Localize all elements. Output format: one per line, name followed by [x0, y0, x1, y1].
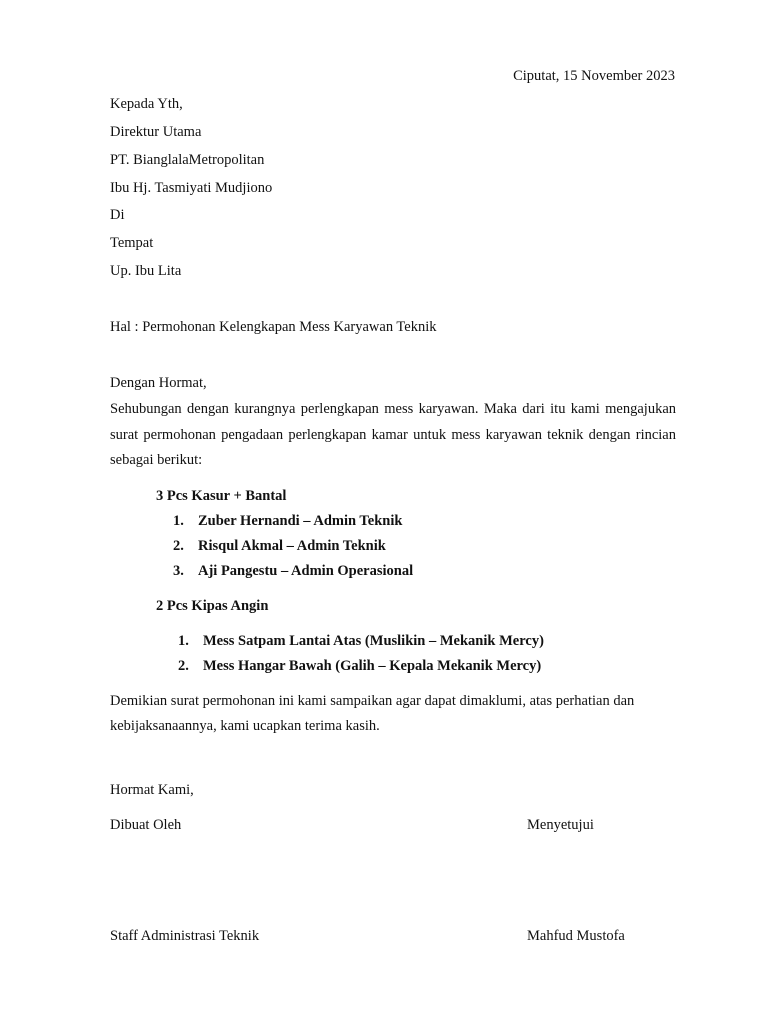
list-item — [178, 633, 544, 650]
list-item-text: Mess Satpam Lantai Atas (Muslikin – Mekanik Mercy) — [203, 633, 544, 649]
approved-name: Mahfud Mustofa — [527, 928, 625, 944]
list-item-text: Aji Pangestu – Admin Operasional — [198, 563, 414, 579]
recipient-line-5: Di — [110, 207, 125, 223]
list-item — [178, 658, 541, 675]
made-by-label: Dibuat Oleh — [110, 817, 182, 833]
list-item-text: Risqul Akmal – Admin Teknik — [198, 538, 386, 554]
list-item — [173, 513, 402, 530]
regards: Hormat Kami, — [110, 782, 194, 798]
list-item-number: 2. — [173, 538, 184, 554]
intro-paragraph: Sehubungan dengan kurangnya perlengkapan mess karyawan. Maka dari itu kami mengajukan surat permohonan pengadaan perlengkapan kamar untuk mess karyawan teknik dengan rincian sebagai berikut: — [110, 401, 676, 468]
list-item-text: Mess Hangar Bawah (Galih – Kepala Mekanik Mercy) — [203, 658, 542, 674]
group-1-title: 3 Pcs Kasur + Bantal — [156, 488, 287, 504]
subject-line: Hal : Permohonan Kelengkapan Mess Karyawan Teknik — [110, 319, 437, 335]
closing-paragraph: Demikian surat permohonan ini kami sampaikan agar dapat dimaklumi, atas perhatian dan kebijaksanaannya, kami ucapkan terima kasih. — [110, 693, 635, 734]
list-item-number: 2. — [178, 658, 189, 674]
approved-label: Menyetujui — [527, 817, 594, 833]
recipient-line-3: PT. BianglalaMetropolitan — [110, 152, 265, 168]
list-item-number: 1. — [178, 633, 189, 649]
recipient-line-7: Up. Ibu Lita — [110, 263, 182, 279]
salutation: Dengan Hormat, — [110, 375, 207, 391]
list-item-text: Zuber Hernandi – Admin Teknik — [198, 513, 403, 529]
group-2-title: 2 Pcs Kipas Angin — [156, 598, 269, 614]
made-by-name: Staff Administrasi Teknik — [110, 928, 260, 944]
recipient-line-1: Kepada Yth, — [110, 96, 183, 112]
list-item — [173, 538, 386, 555]
recipient-line-4: Ibu Hj. Tasmiyati Mudjiono — [110, 180, 273, 196]
list-item — [173, 563, 413, 580]
place-date: Ciputat, 15 November 2023 — [513, 68, 675, 84]
list-item-number: 1. — [173, 513, 184, 529]
recipient-line-6: Tempat — [110, 235, 154, 251]
list-item-number: 3. — [173, 563, 184, 579]
recipient-line-2: Direktur Utama — [110, 124, 202, 140]
